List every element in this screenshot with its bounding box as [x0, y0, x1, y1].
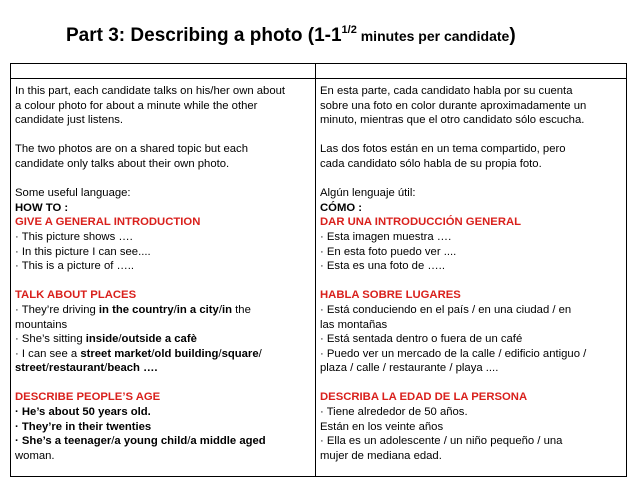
title-rest: minutes per candidate — [356, 28, 510, 44]
intro-line: sobre una foto en color durante aproximadamente un — [320, 99, 587, 112]
list-item: plaza / calle / restaurante / playa .... — [320, 362, 499, 375]
column-divider — [315, 64, 316, 476]
text: / — [151, 347, 155, 360]
text: / — [104, 362, 108, 375]
list-item: las montañas — [320, 318, 388, 331]
list-item — [15, 332, 313, 347]
list-item: · Está conduciendo en el país / en una ciudad / en — [320, 303, 572, 316]
list-item: · Ella es un adolescente / un niño pequeño / una — [320, 435, 563, 448]
list-item: · This is a picture of ….. — [15, 260, 135, 273]
text: a young child — [114, 435, 188, 448]
text: inside — [85, 333, 119, 346]
topic-line: Las dos fotos están en un tema compartido, pero — [320, 143, 566, 156]
topic-line: candidate only talks about their own photo. — [15, 157, 230, 170]
list-item: · En esta foto puedo ver .... — [320, 245, 457, 258]
text: outside a cafè — [121, 333, 197, 346]
intro-line: minuto, mientras que el otro candidato sólo escucha. — [320, 114, 585, 127]
text: / — [218, 303, 222, 316]
intro-line: candidate just listens. — [15, 114, 124, 127]
text: in the country — [98, 303, 174, 316]
text: square — [221, 347, 259, 360]
list-item: · This picture shows …. — [15, 230, 133, 243]
age-heading: DESCRIBE PEOPLE’S AGE — [15, 391, 161, 404]
list-item — [15, 434, 313, 449]
list-item: woman. — [15, 449, 55, 462]
text: restaurant — [48, 362, 105, 375]
list-item — [15, 361, 313, 376]
content-table — [10, 63, 627, 477]
places-heading: TALK ABOUT PLACES — [15, 289, 137, 302]
text: beach …. — [107, 362, 158, 375]
list-item: · Esta imagen muestra …. — [320, 230, 452, 243]
useful-language-label: Algún lenguaje útil: — [320, 187, 416, 200]
list-item: · In this picture I can see.... — [15, 245, 151, 258]
list-item — [15, 347, 313, 362]
text: in — [221, 303, 233, 316]
title-close: ) — [509, 25, 516, 46]
text: / — [45, 362, 49, 375]
list-item — [15, 303, 313, 318]
intro-line: In this part, each candidate talks on his/her own about — [15, 85, 286, 97]
list-item: mountains — [15, 318, 68, 331]
text: street market — [80, 347, 152, 360]
text: the — [232, 303, 251, 316]
list-item: · He’s about 50 years old. — [15, 406, 151, 419]
text: a middle aged — [190, 435, 266, 448]
text: / — [111, 435, 115, 448]
how-to-label: HOW TO : — [15, 201, 69, 214]
text: / — [218, 347, 222, 360]
list-item: · Está sentada dentro o fuera de un café — [320, 333, 523, 346]
page-title — [66, 24, 516, 47]
how-to-label: CÓMO : — [320, 201, 363, 214]
age-heading: DESCRIBA LA EDAD DE LA PERSONA — [320, 391, 528, 404]
text: / — [258, 347, 262, 360]
text: street — [15, 362, 46, 375]
text: · She’s sitting — [15, 333, 86, 346]
list-item: Están en los veinte años — [320, 420, 444, 433]
title-main: Part 3: Describing a photo (1-1 — [66, 25, 342, 46]
general-intro-heading: GIVE A GENERAL INTRODUCTION — [15, 216, 201, 229]
list-item: · They’re in their twenties — [15, 420, 152, 433]
general-intro-heading: DAR UNA INTRODUCCIÓN GENERAL — [320, 216, 522, 229]
topic-line: cada candidato sólo habla de su propia foto. — [320, 157, 542, 170]
spanish-column — [320, 84, 625, 463]
text: / — [173, 303, 177, 316]
list-item: · Tiene alrededor de 50 años. — [320, 406, 468, 419]
text: old building — [154, 347, 219, 360]
places-heading: HABLA SOBRE LUGARES — [320, 289, 461, 302]
title-superscript: 1/2 — [341, 24, 357, 36]
text: · I can see a — [15, 347, 81, 360]
text: / — [118, 333, 122, 346]
intro-line: En esta parte, cada candidato habla por su cuenta — [320, 85, 573, 97]
useful-language-label: Some useful language: — [15, 187, 131, 200]
text: in a city — [176, 303, 219, 316]
text: · They’re driving — [15, 303, 99, 316]
list-item: mujer de mediana edad. — [320, 449, 442, 462]
table-header-row — [11, 64, 626, 79]
english-column — [15, 84, 313, 463]
text: · She’s a teenager — [15, 435, 112, 448]
topic-line: The two photos are on a shared topic but each — [15, 143, 248, 156]
intro-line: a colour photo for about a minute while the other — [15, 99, 258, 112]
list-item: · Esta es una foto de ….. — [320, 260, 445, 273]
text: / — [187, 435, 191, 448]
list-item: · Puedo ver un mercado de la calle / edificio antiguo / — [320, 347, 587, 360]
